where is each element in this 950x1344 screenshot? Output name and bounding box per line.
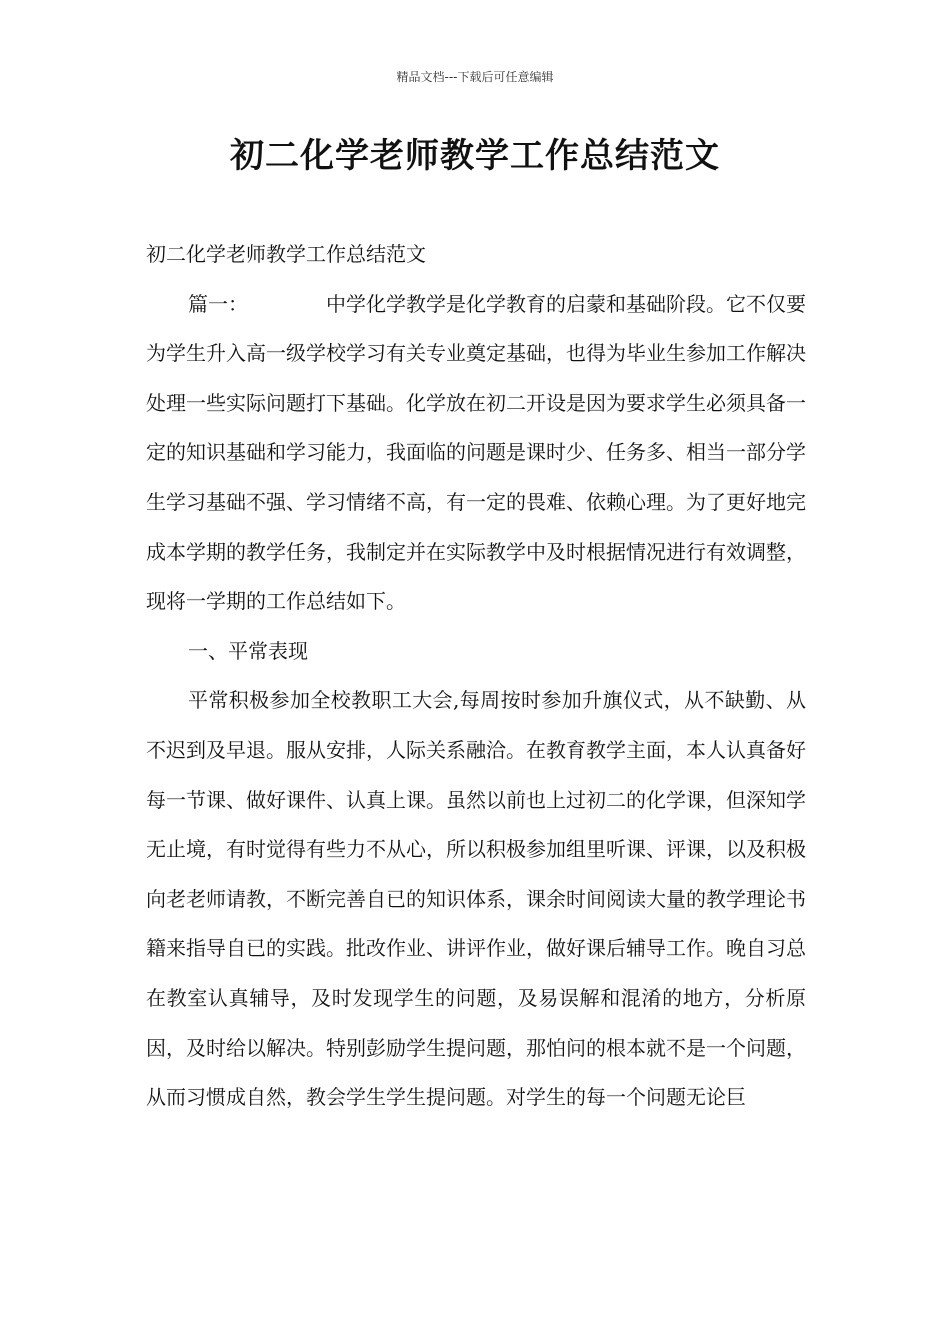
section-heading: 一、平常表现 xyxy=(188,638,308,663)
document-subtitle: 初二化学老师教学工作总结范文 xyxy=(146,242,426,266)
document-body xyxy=(146,230,806,1123)
section-label: 篇一： xyxy=(188,291,248,316)
paragraph-daily-performance: 平常积极参加全校教职工大会,每周按时参加升旗仪式，从不缺勤、从不迟到及早退。服从安排，人际关系融洽。在教育教学主面，本人认真备好每一节课、做好课件、认真上课。虽然以前也上过初二的化学课，但深知学无止境，有时觉得有些力不从心，所以积极参加组里听课、评课，以及积极向老老师请教，不断完善自已的知识体系，课余时间阅读大量的教学理论书籍来指导自已的实践。批改作业、讲评作业，做好课后辅导工作。晚自习总在教室认真辅导，及时发现学生的问题，及易误解和混淆的地方，分析原因，及时给以解决。特别彭励学生提问题，那怕问的根本就不是一个问题，从而习惯成自然，教会学生学生提问题。对学生的每一个问题无论巨 xyxy=(146,688,806,1110)
paragraph-section-one xyxy=(146,280,806,627)
section-one-text: 中学化学教学是化学教育的启蒙和基础阶段。它不仅要为学生升入高一级学校学习有关专业奠定基础，也得为毕业生参加工作解决处理一些实际问题打下基础。化学放在初二开设是因为要求学生必须具备一定的知识基础和学习能力，我面临的问题是课时少、任务多、相当一部分学生学习基础不强、学习情绪不高，有一定的畏难、依赖心理。为了更好地完成本学期的教学任务，我制定并在实际教学中及时根据情况进行有效调整，现将一学期的工作总结如下。 xyxy=(146,291,806,614)
header-note: 精品文档---下载后可任意编辑 xyxy=(396,70,554,84)
document-title: 初二化学老师教学工作总结范文 xyxy=(230,136,720,176)
